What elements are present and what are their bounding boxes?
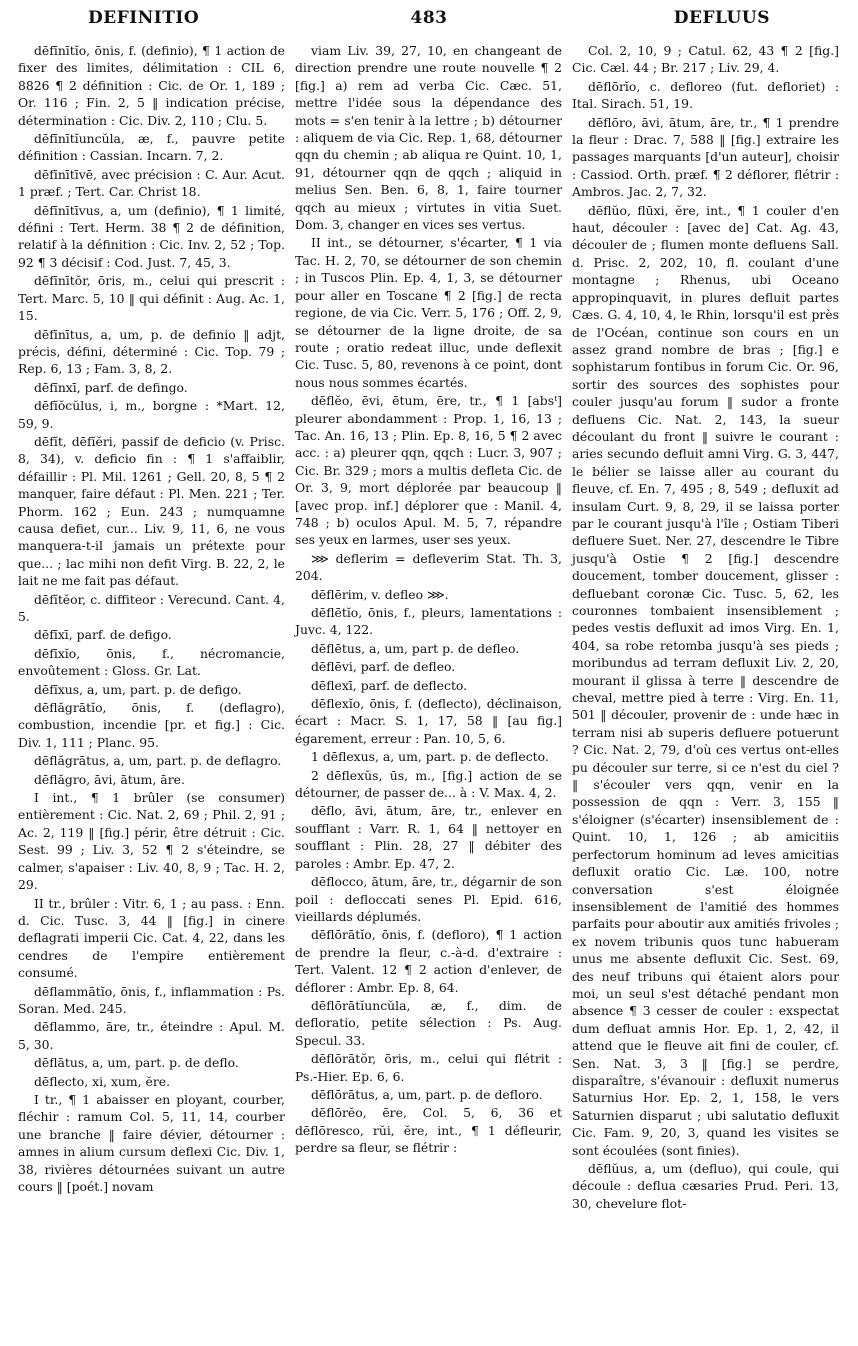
dictionary-entry: I tr., ¶ 1 abaisser en ployant, courber, fléchir : ramum Col. 5, 11, 14, courber une branche ‖ faire dévier, détourner : amnes in alium cursum deflexi Cic. Div. 1, 38, rivières détournées suivant un autre cours ‖ [poét.] novam (18, 1091, 285, 1194)
dictionary-entry: ⋙ deflerim = defleverim Stat. Th. 3, 204. (295, 550, 562, 584)
dictionary-entry: dēfĭŏcŭlus, i, m., borgne : *Mart. 12, 59, 9. (18, 398, 285, 431)
dictionary-entry: dēfĭt, dēfĭĕri, passif de deficio (v. Prisc. 8, 34), v. deficio fin : ¶ 1 s'affaiblir, défaillir : Pl. Mil. 1261 ; Gell. 20, 8, 5 ¶ 2 manquer, faire défaut : Pl. Men. 221 ; Ter. Phorm. 162 ; Eun. 243 ; numquamne causa defiet, cur... Liv. 9, 11, 6, ne vous manquera-t-il jamais un prétexte pour que... ; lac mihi non defit Virg. B. 22, 2, le lait ne me fait pas défaut. (18, 433, 285, 589)
text-columns (18, 42, 840, 1213)
dictionary-entry: dēfīnītus, a, um, p. de definio ‖ adjt, précis, défini, déterminé : Cic. Top. 79 ; Rep. 6, 13 ; Fam. 3, 8, 2. (18, 326, 285, 377)
dictionary-entry: dēfīnītŏr, ōris, m., celui qui prescrit : Tert. Marc. 5, 10 ‖ qui définit : Aug. Ac. 1, 15. (18, 273, 285, 324)
dictionary-entry: dēflētĭo, ōnis, f., pleurs, lamentations : Juvc. 4, 122. (295, 605, 562, 638)
dictionary-entry: dēflammo, āre, tr., éteindre : Apul. M. 5, 30. (18, 1019, 285, 1052)
dictionary-entry: dēfīnxī, parf. de defingo. (34, 379, 188, 395)
dictionary-entry: dēflōrātus, a, um, part. p. de defloro. (311, 1086, 543, 1102)
dictionary-entry: dēflōrātĭuncŭla, æ, f., dim. de defloratio, petite sélection : Ps. Aug. Specul. 33. (295, 997, 562, 1048)
column-middle (295, 42, 562, 1213)
dictionary-entry: dēflātus, a, um, part. p. de deflo. (34, 1055, 239, 1071)
page-header (18, 8, 840, 36)
dictionary-entry: II tr., brûler : Vitr. 6, 1 ; au pass. : Enn. d. Cic. Tusc. 3, 44 ‖ [fig.] in cinere deflagrati imperii Cic. Cat. 4, 22, dans les cendres de l'empire entièrement consumé. (18, 895, 285, 981)
dictionary-entry: dēflōrātĭo, ōnis, f. (defloro), ¶ 1 action de prendre la fleur, c.-à-d. d'extraire : Tert. Valent. 12 ¶ 2 action d'enlever, de déflorer : Ambr. Ep. 8, 64. (295, 927, 562, 995)
dictionary-entry: dēflocco, ātum, āre, tr., dégarnir de son poil : defloccati senes Pl. Epid. 616, vieillards déplumés. (295, 874, 562, 924)
dictionary-entry: Col. 2, 10, 9 ; Catul. 62, 43 ¶ 2 [fig.] Cic. Cæl. 44 ; Br. 217 ; Liv. 29, 4. (572, 43, 839, 76)
dictionary-entry: dēfīnītĭo, ōnis, f. (definio), ¶ 1 action de fixer des limites, délimitation : CIL 6, 8826 ¶ 2 définition : Cic. de Or. 1, 189 ; Or. 116 ; Fin. 2, 5 ‖ indication précise, détermination : Cic. Div. 2, 110 ; Clu. 5. (18, 43, 285, 128)
dictionary-entry: viam Liv. 39, 27, 10, en changeant de direction prendre une route nouvelle ¶ 2 [fig.] a) rem ad verba Cic. Cæc. 51, mettre l'idée sous la dépendance des mots = s'en tenir à la lettre ; b) détourner : aliquem de via Cic. Rep. 1, 68, détourner qqn du chemin ; ab aliqua re Quint. 10, 1, 91, détourner qqn de qqch ; aliquid in melius Sen. Ben. 6, 8, 1, faire tourner qqch au mieux ; virtutes in vitia Suet. Dom. 3, changer en vices ses vertus. (295, 43, 562, 233)
dictionary-entry: I int., ¶ 1 brûler (se consumer) entièrement : Cic. Nat. 2, 69 ; Phil. 2, 91 ; Ac. 2, 119 ‖ [fig.] périr, être détruit : Cic. Sest. 99 ; Liv. 3, 52 ¶ 2 s'éteindre, se calmer, s'apaiser : Liv. 40, 8, 9 ; Tac. H. 2, 29. (18, 790, 285, 893)
dictionary-entry: dēfīnītĭuncŭla, æ, f., pauvre petite définition : Cassian. Incarn. 7, 2. (18, 131, 285, 164)
dictionary-entry: II int., se détourner, s'écarter, ¶ 1 via Tac. H. 2, 70, se détourner de son chemin ; in Tuscos Plin. Ep. 4, 1, 3, se détourner pour aller en Toscane ¶ 2 [fig.] de recta regione, de via Cic. Verr. 5, 176 ; Off. 2, 9, se détourner de la ligne droite, de sa route ; oratio redeat illuc, unde deflexit Cic. Tusc. 5, 80, revenons à ce point, dont nous nous sommes écartés. (295, 235, 562, 390)
dictionary-entry: dēfīnītīvus, a, um (definio), ¶ 1 limité, défini : Tert. Herm. 38 ¶ 2 de définition, relatif à la définition : Cic. Inv. 2, 52 ; Top. 92 ¶ 3 décisif : Cod. Just. 7, 45, 3. (18, 202, 285, 270)
dictionary-entry: dēflĕo, ēvi, ētum, ēre, tr., ¶ 1 [absᵗ] pleurer abondamment : Prop. 1, 16, 13 ; Tac. An. 16, 13 ; Plin. Ep. 8, 16, 5 ¶ 2 avec acc. : a) pleurer qqn, qqch : Lucr. 3, 907 ; Cic. Br. 329 ; mors a multis defleta Cic. de Or. 3, 9, mort déplorée par beaucoup ‖ [avec prop. inf.] déplorer que : Manil. 4, 748 ; b) oculos Apul. M. 5, 7, répandre ses yeux en larmes, user ses yeux. (295, 393, 562, 548)
dictionary-entry: dēflăgrātus, a, um, part. p. de deflagro. (34, 753, 282, 769)
dictionary-entry: dēflammātĭo, ōnis, f., inflammation : Ps. Soran. Med. 245. (18, 983, 285, 1016)
dictionary-entry: dēflexĭo, ōnis, f. (deflecto), déclinaison, écart : Macr. S. 1, 17, 58 ‖ [au fig.] égarement, erreur : Pan. 10, 5, 6. (295, 696, 562, 746)
dictionary-entry: dēflētus, a, um, part p. de defleo. (311, 640, 520, 656)
dictionary-entry: dēflōrĭo, c. defloreo (fut. defloriet) : Ital. Sirach. 51, 19. (572, 78, 839, 112)
dictionary-entry: 2 dēflexŭs, ūs, m., [fig.] action de se détourner, de passer de... à : V. Max. 4, 2. (295, 767, 562, 801)
page-number: 483 (410, 8, 448, 28)
dictionary-entry: dēflēvi, parf. de defleo. (311, 659, 456, 675)
left-running-head: DEFINITIO (88, 8, 200, 28)
column-right (572, 42, 839, 1213)
dictionary-entry: dēflăgrātĭo, ōnis, f. (deflagro), combustion, incendie [pr. et fig.] : Cic. Div. 1, 111 ; Planc. 95. (18, 700, 285, 750)
right-running-head: DEFLUUS (673, 8, 770, 28)
dictionary-entry: dēfīxĭo, ōnis, f., nécromancie, envoûtement : Gloss. Gr. Lat. (18, 645, 285, 679)
dictionary-entry: dēflērim, v. defleo ⋙. (311, 586, 449, 602)
dictionary-entry: 1 dēflexus, a, um, part. p. de deflecto. (311, 749, 549, 765)
dictionary-entry: dēflōro, āvi, ātum, āre, tr., ¶ 1 prendre la fleur : Drac. 7, 588 ‖ [fig.] extraire les passages marquants [d'un auteur], choisir : Cassiod. Orth. præf. ¶ 2 déflorer, flétrir : Ambros. Jac. 2, 7, 32. (572, 114, 839, 200)
dictionary-entry: dēflōrĕo, ēre, Col. 5, 6, 36 et dēflōresco, rŭi, ĕre, int., ¶ 1 défleurir, perdre sa fleur, se flétrir : (295, 1105, 562, 1156)
dictionary-entry: dēfĭtĕor, c. diffiteor : Verecund. Cant. 4, 5. (18, 591, 285, 624)
dictionary-page (18, 8, 840, 1338)
dictionary-entry: dēflōrātŏr, ōris, m., celui qui flétrit : Ps.-Hier. Ep. 6, 6. (295, 1051, 562, 1084)
dictionary-entry: dēflăgro, āvi, ātum, āre. (34, 771, 185, 787)
dictionary-entry: dēfīxus, a, um, part. p. de defigo. (34, 681, 242, 697)
dictionary-entry: dēflŭus, a, um (defluo), qui coule, qui découle : deflua cæsaries Prud. Peri. 13, 30, chevelure flot- (572, 1161, 839, 1211)
dictionary-entry: dēfīnītīvē, avec précision : C. Aur. Acut. 1 præf. ; Tert. Car. Christ 18. (18, 166, 285, 200)
dictionary-entry: dēflo, āvi, ātum, āre, tr., enlever en soufflant : Varr. R. 1, 64 ‖ nettoyer en soufflant : Plin. 28, 27 ‖ débiter des paroles : Ambr. Ep. 47, 2. (295, 803, 562, 871)
dictionary-entry: dēfīxī, parf. de defigo. (34, 627, 172, 643)
dictionary-entry: dēflexī, parf. de deflecto. (311, 677, 468, 693)
dictionary-entry: dēflŭo, flūxi, ĕre, int., ¶ 1 couler d'en haut, découler : [avec de] Cat. Ag. 43, découler de ; flumen monte defluens Sall. d. Prisc. 2, 202, 10, fl. coulant d'une montagne ; Rhenus, ubi Oceano appropinquavit, in plures defluit partes Cæs. G. 4, 10, 4, le Rhin, lorsqu'il est près de l'Océan, continue son cours en un assez grand nombre de bras ; [fig.] e sophistarum fontibus in forum Cic. Or. 96, sortir des sources des sophistes pour couler jusqu'au forum ‖ sudor a fronte defluens Cic. Nat. 2, 143, la sueur découlant du front ‖ suivre le courant : aries secundo defluit amni Virg. G. 3, 447, le bélier se laisse aller au courant du fleuve, cf. En. 7, 495 ; 8, 549 ; defluxit ad insulam Curt. 9, 8, 29, il se laissa porter par le courant jusqu'à l'île ; Ostiam Tiberi defluere Suet. Ner. 27, descendre le Tibre jusqu'à Ostie ¶ 2 [fig.] descendre doucement, tomber doucement, glisser : defluebant coronæ Cic. Tusc. 5, 62, les couronnes tombaient insensiblement ; pedes vestis defluxit ad imos Virg. En. 1, 404, sa robe retomba jusqu'à ses pieds ; moribundus ad terram defluxit Liv. 2, 20, mourant il glissa à terre ‖ descendre de cheval, mettre pied à terre : Virg. En. 11, 501 ‖ découler, provenir de : unde hæc in terram nisi ab superis defluere potuerunt ? Cic. Nat. 2, 79, d'où ces vertus ont-elles pu découler sur terre, si ce n'est du ciel ? ‖ s'écouler vers qqn, venir en la possession de qqn : Verr. 3, 155 ‖ s'éloigner (s'écarter) insensiblement de : Quint. 10, 1, 126 ; ab amicitiis perfectorum hominum ad leves amicitias defluxit oratio Cic. Læ. 100, notre conversation s'est éloignée insensiblement de l'amitié des hommes parfaits pour aboutir aux amitiés frivoles ; ex novem tribunis quos tunc habueram unus me absente defluxit Cic. Sest. 69, des neuf tribuns qui étaient alors pour moi, un seul s'est détaché pendant mon absence ¶ 3 cesser de couler : exspectat dum defluat amnis Hor. Ep. 1, 2, 42, il attend que le fleuve ait fini de couler, cf. Sen. Nat. 3, 3 ‖ [fig.] se perdre, disparaître, s'évanouir : defluxit numerus Saturnius Hor. Ep. 2, 1, 158, le vers Saturnien disparut ; ubi salutatio defluxit Cic. Fam. 9, 20, 3, quand les visites se sont écoulées (sont finies). (572, 202, 839, 1158)
column-left (18, 42, 285, 1213)
dictionary-entry: dēflecto, xi, xum, ĕre. (34, 1073, 171, 1089)
